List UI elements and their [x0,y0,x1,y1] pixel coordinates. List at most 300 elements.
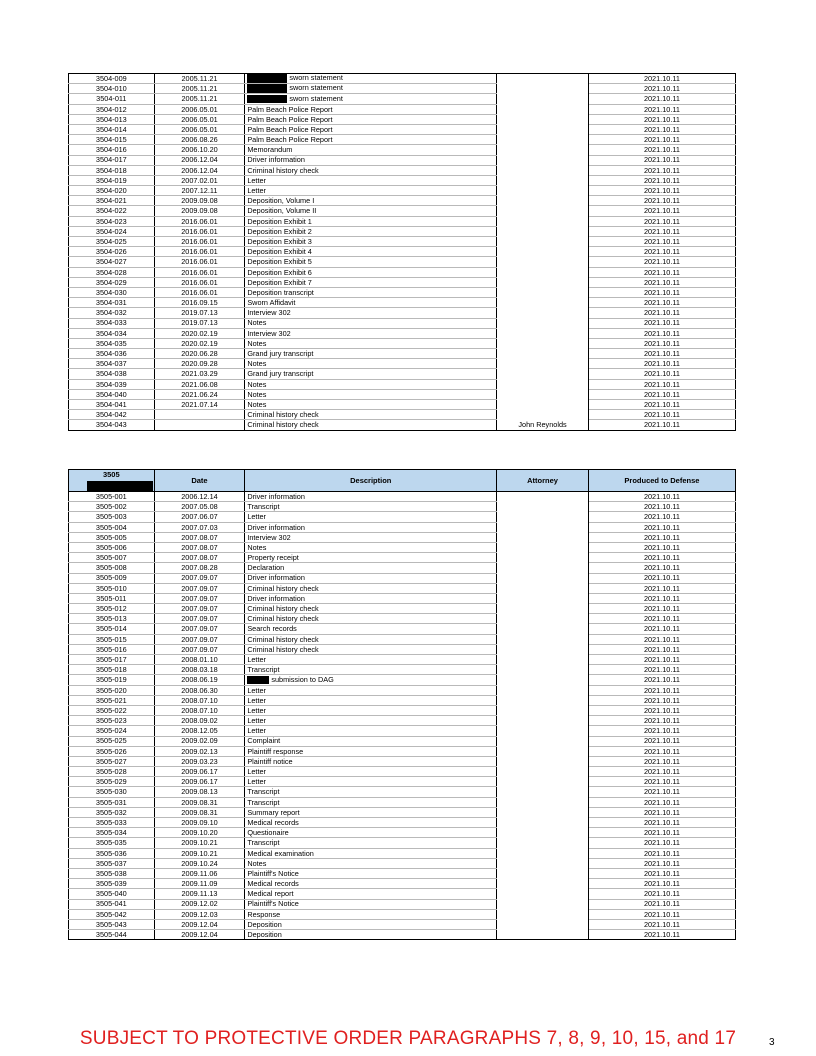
date-cell-text: 2009.09.08 [181,206,218,216]
description-cell [245,512,497,522]
attorney-cell [497,502,589,512]
table-row [69,685,736,695]
description-cell [245,318,497,328]
table-row [69,94,736,104]
produced-date-cell [588,226,735,236]
table-row [69,175,736,185]
date-cell-text: 2006.12.04 [181,165,218,175]
description-cell-text: Letter [247,726,266,736]
description-cell-text: sworn statement [289,93,343,103]
table-row [69,848,736,858]
description-cell-text: Transcript [247,787,280,797]
redaction-block [247,74,287,83]
date-cell [154,807,245,817]
description-cell [245,338,497,348]
produced-date-cell [588,298,735,308]
description-cell [245,94,497,104]
date-cell-text: 2009.11.09 [181,879,218,889]
table-row [69,583,736,593]
date-cell [154,226,245,236]
description-cell [245,410,497,420]
table-row [69,593,736,603]
doc-id-cell [69,634,155,644]
description-cell-text: Palm Beach Police Report [247,114,333,124]
attorney-cell [497,308,589,318]
doc-id-cell-text: 3505-041 [95,899,127,909]
date-cell-text: 2008.06.30 [181,685,218,695]
doc-id-cell-text: 3505-003 [95,512,127,522]
doc-id-cell [69,726,155,736]
produced-date-cell-text: 2021.10.11 [643,593,680,603]
date-cell [154,675,245,685]
description-cell [245,379,497,389]
description-cell-text: Grand jury transcript [247,369,314,379]
description-cell [245,114,497,124]
produced-date-cell [588,237,735,247]
attorney-cell [497,287,589,297]
description-cell-text: Letter [247,705,266,715]
produced-date-cell-text: 2021.10.11 [643,909,680,919]
table-row [69,542,736,552]
description-cell [245,685,497,695]
produced-date-cell-text: 2021.10.11 [643,665,680,675]
doc-id-cell-text: 3504-039 [95,379,127,389]
produced-date-cell [588,175,735,185]
date-cell-text: 2006.12.04 [181,155,218,165]
doc-id-cell-text: 3505-035 [95,838,127,848]
date-cell [154,328,245,338]
produced-date-cell-text: 2021.10.11 [643,104,680,114]
date-cell-text: 2006.08.26 [181,135,218,145]
produced-date-cell-text: 2021.10.11 [643,777,680,787]
doc-id-cell-text: 3505-012 [95,604,127,613]
date-cell [154,298,245,308]
produced-date-cell-text: 2021.10.11 [643,328,680,338]
date-cell [154,777,245,787]
description-cell [245,726,497,736]
doc-id-cell-text: 3504-037 [95,359,127,369]
doc-id-cell-text: 3504-015 [95,135,127,145]
attorney-cell [497,828,589,838]
date-cell [154,665,245,675]
table-row [69,614,736,624]
date-cell-text: 2009.08.31 [181,807,218,817]
date-cell [154,695,245,705]
doc-id-cell-text: 3505-014 [95,624,127,634]
date-cell-text: 2021.06.08 [181,379,218,389]
attorney-cell [497,512,589,522]
description-cell-text: Criminal history check [247,604,319,613]
date-cell [154,186,245,196]
produced-date-cell-text: 2021.10.11 [643,114,680,124]
date-cell [154,359,245,369]
date-cell-text: 2021.06.24 [181,389,218,399]
date-cell-text: 2019.07.13 [181,308,218,318]
description-cell [245,492,497,502]
produced-date-cell-text: 2021.10.11 [643,287,680,297]
date-cell [154,736,245,746]
attorney-cell [497,175,589,185]
doc-id-cell-text: 3504-011 [96,94,127,104]
description-cell-text: Transcript [247,797,280,807]
doc-id-cell-text: 3504-034 [95,328,127,338]
doc-id-cell [69,145,155,155]
attorney-cell [497,94,589,104]
date-cell-text: 2007.09.07 [181,604,218,613]
date-cell-text: 2009.10.21 [181,848,218,858]
date-cell [154,277,245,287]
attorney-cell [497,104,589,114]
doc-id-cell [69,644,155,654]
produced-date-cell [588,186,735,196]
date-cell-text: 2009.02.13 [181,746,218,756]
attorney-cell [497,257,589,267]
date-cell [154,400,245,410]
redaction-block [247,95,287,104]
description-cell [245,675,497,685]
description-cell-text: Driver information [247,491,305,501]
produced-date-cell [588,655,735,665]
date-cell-text: 2016.06.01 [181,257,218,267]
description-cell [245,135,497,145]
description-cell [245,542,497,552]
attorney-cell [497,868,589,878]
produced-date-cell-text: 2021.10.11 [643,369,680,379]
doc-id-cell-text: 3505-030 [95,787,127,797]
description-cell [245,287,497,297]
produced-date-cell-text: 2021.10.11 [643,858,680,868]
date-cell [154,553,245,563]
attorney-cell [497,889,589,899]
description-cell [245,655,497,665]
doc-id-cell [69,655,155,665]
table-row [69,736,736,746]
doc-id-cell [69,542,155,552]
table-row [69,644,736,654]
description-cell [245,777,497,787]
table-row [69,135,736,145]
table-row [69,410,736,420]
doc-id-cell-text: 3504-024 [95,226,127,236]
attorney-cell [497,155,589,165]
description-cell [245,553,497,563]
produced-date-cell-text: 2021.10.11 [643,186,680,195]
description-cell-text: Letter [247,716,266,726]
produced-date-cell [588,644,735,654]
produced-date-cell-text: 2021.10.11 [643,389,680,399]
doc-id-cell [69,114,155,124]
description-cell-text: Notes [247,318,267,328]
produced-date-cell [588,919,735,929]
produced-date-cell-text: 2021.10.11 [643,379,680,389]
attorney-cell [497,196,589,206]
description-cell-text: Interview 302 [247,532,291,542]
description-cell-text: Deposition, Volume I [247,196,315,206]
doc-id-cell-text: 3504-020 [95,186,127,195]
description-cell [245,889,497,899]
attorney-cell [497,787,589,797]
date-cell [154,318,245,328]
description-cell [245,186,497,196]
attorney-cell [497,369,589,379]
doc-id-cell-text: 3504-013 [95,114,127,124]
produced-date-cell [588,604,735,614]
description-cell [245,298,497,308]
date-cell [154,593,245,603]
description-cell [245,695,497,705]
date-cell-text: 2009.02.09 [181,736,218,746]
table-row [69,84,736,94]
date-cell [154,512,245,522]
date-cell-text: 2006.05.01 [181,104,218,114]
description-cell [245,848,497,858]
description-cell [245,634,497,644]
description-cell [245,145,497,155]
attorney-cell [497,879,589,889]
produced-date-cell [588,634,735,644]
date-cell [154,787,245,797]
doc-id-cell-text: 3505-005 [95,532,127,542]
produced-date-cell [588,216,735,226]
date-cell [154,868,245,878]
date-cell-text: 2007.12.11 [181,186,218,195]
header-description: Description [245,470,497,492]
produced-date-cell [588,930,735,940]
table-row [69,797,736,807]
doc-id-cell-text: 3504-019 [95,175,127,185]
date-cell-text: 2007.09.07 [181,583,218,593]
doc-id-cell [69,807,155,817]
attorney-cell [497,216,589,226]
header-date: Date [154,470,245,492]
produced-date-cell-text: 2021.10.11 [643,532,680,542]
doc-id-cell [69,563,155,573]
date-cell [154,124,245,134]
doc-id-cell [69,155,155,165]
description-cell [245,74,497,84]
produced-date-cell-text: 2021.10.11 [643,848,680,858]
doc-id-cell [69,675,155,685]
produced-date-cell [588,818,735,828]
produced-date-cell [588,369,735,379]
header-section [69,470,155,492]
attorney-cell [497,593,589,603]
doc-id-cell [69,400,155,410]
table-row [69,257,736,267]
description-cell-text: Notes [247,542,267,552]
table-row [69,604,736,614]
description-cell-text: Memorandum [247,145,293,155]
doc-id-cell-text: 3505-040 [95,889,127,899]
doc-id-cell-text: 3504-036 [95,349,127,358]
produced-date-cell-text: 2021.10.11 [643,196,680,206]
date-cell-text: 2006.10.20 [181,145,218,155]
date-cell-text: 2021.07.14 [181,399,218,409]
description-cell [245,746,497,756]
attorney-cell [497,818,589,828]
produced-date-cell [588,308,735,318]
doc-id-cell-text: 3505-032 [95,807,127,817]
description-cell [245,267,497,277]
table-row [69,553,736,563]
attorney-cell [497,318,589,328]
date-cell [154,685,245,695]
doc-id-cell-text: 3505-021 [95,695,127,705]
date-cell-text: 2020.06.28 [181,349,218,358]
doc-id-cell-text: 3504-009 [95,73,127,83]
doc-id-cell-text: 3505-020 [95,685,127,695]
attorney-cell [497,614,589,624]
table-row [69,298,736,308]
produced-date-cell-text: 2021.10.11 [643,73,680,83]
attorney-cell [497,84,589,94]
date-cell-text: 2008.06.19 [181,675,218,685]
table-row [69,512,736,522]
produced-date-cell-text: 2021.10.11 [643,675,680,685]
description-cell-text: Deposition Exhibit 6 [247,267,312,277]
date-cell-text: 2007.09.07 [181,593,218,603]
produced-date-cell-text: 2021.10.11 [643,930,680,939]
produced-date-cell-text: 2021.10.11 [643,899,680,909]
description-cell-text: Criminal history check [247,583,319,593]
attorney-cell [497,247,589,257]
description-cell [245,644,497,654]
date-cell-text: 2007.09.07 [181,573,218,583]
date-cell-text: 2009.11.06 [181,868,218,878]
doc-id-cell-text: 3504-010 [95,84,127,94]
description-cell [245,359,497,369]
description-cell [245,247,497,257]
doc-id-cell [69,583,155,593]
attorney-cell [497,909,589,919]
produced-date-cell [588,889,735,899]
table-row [69,705,736,715]
doc-id-cell [69,624,155,634]
attorney-cell [497,930,589,940]
table-row [69,502,736,512]
date-cell [154,634,245,644]
produced-date-cell [588,675,735,685]
produced-date-cell-text: 2021.10.11 [643,247,680,257]
attorney-cell [497,899,589,909]
date-cell [154,909,245,919]
doc-id-cell-text: 3505-010 [95,583,127,593]
description-cell [245,369,497,379]
attorney-cell [497,573,589,583]
produced-date-cell-text: 2021.10.11 [643,553,680,563]
description-cell-text: Driver information [247,593,305,603]
attorney-cell [497,186,589,196]
doc-id-cell-text: 3505-038 [95,868,127,878]
table-row [69,889,736,899]
doc-id-cell-text: 3504-038 [95,369,127,379]
date-cell-text: 2008.09.02 [181,716,218,726]
date-cell-text: 2019.07.13 [181,318,218,328]
date-cell [154,563,245,573]
date-cell-text: 2009.08.31 [181,797,218,807]
description-cell-text: Letter [247,695,266,705]
description-cell-text: Deposition Exhibit 4 [247,247,312,257]
doc-id-cell-text: 3505-009 [95,573,127,583]
description-cell-text: Notes [247,399,267,409]
description-cell-text: Letter [247,685,266,695]
date-cell [154,267,245,277]
table-row [69,675,736,685]
attorney-cell [497,349,589,359]
date-cell-text: 2020.02.19 [181,328,218,338]
description-cell [245,736,497,746]
produced-date-cell [588,420,735,430]
doc-id-cell-text: 3505-017 [95,654,127,664]
description-cell [245,124,497,134]
description-cell [245,767,497,777]
produced-date-cell [588,542,735,552]
date-cell [154,532,245,542]
description-cell-text: Medical report [247,889,294,899]
header-attorney: Attorney [497,470,589,492]
date-cell [154,84,245,94]
produced-date-cell [588,665,735,675]
date-cell [154,899,245,909]
table-row [69,726,736,736]
date-cell [154,216,245,226]
produced-date-cell [588,838,735,848]
doc-id-cell-text: 3504-042 [95,410,127,420]
date-cell [154,369,245,379]
produced-date-cell [588,868,735,878]
date-cell [154,196,245,206]
description-cell-text: Interview 302 [247,328,291,338]
produced-date-cell-text: 2021.10.11 [643,634,680,644]
doc-id-cell-text: 3504-043 [95,420,127,430]
doc-id-cell [69,359,155,369]
table-row [69,767,736,777]
attorney-cell [497,655,589,665]
doc-id-cell [69,175,155,185]
doc-id-cell-text: 3505-043 [95,919,127,929]
doc-id-cell [69,797,155,807]
produced-date-cell [588,573,735,583]
description-cell [245,573,497,583]
header-produced: Produced to Defense [588,470,735,492]
produced-date-cell-text: 2021.10.11 [643,838,680,848]
doc-id-cell [69,196,155,206]
produced-date-cell-text: 2021.10.11 [643,267,680,277]
description-cell [245,593,497,603]
description-cell-text: Letter [247,512,266,522]
doc-id-cell-text: 3505-006 [95,542,127,552]
description-cell [245,349,497,359]
produced-date-cell [588,389,735,399]
produced-date-cell [588,787,735,797]
produced-date-cell [588,614,735,624]
doc-id-cell-text: 3505-007 [95,553,127,563]
description-cell-text: Criminal history check [247,165,319,175]
date-cell [154,838,245,848]
attorney-cell [497,665,589,675]
description-cell [245,879,497,889]
doc-id-cell-text: 3504-035 [95,338,127,348]
attorney-cell [497,298,589,308]
table-row [69,186,736,196]
date-cell [154,308,245,318]
description-cell [245,522,497,532]
table-row [69,879,736,889]
produced-date-cell [588,828,735,838]
date-cell [154,492,245,502]
date-cell [154,828,245,838]
doc-id-cell [69,502,155,512]
